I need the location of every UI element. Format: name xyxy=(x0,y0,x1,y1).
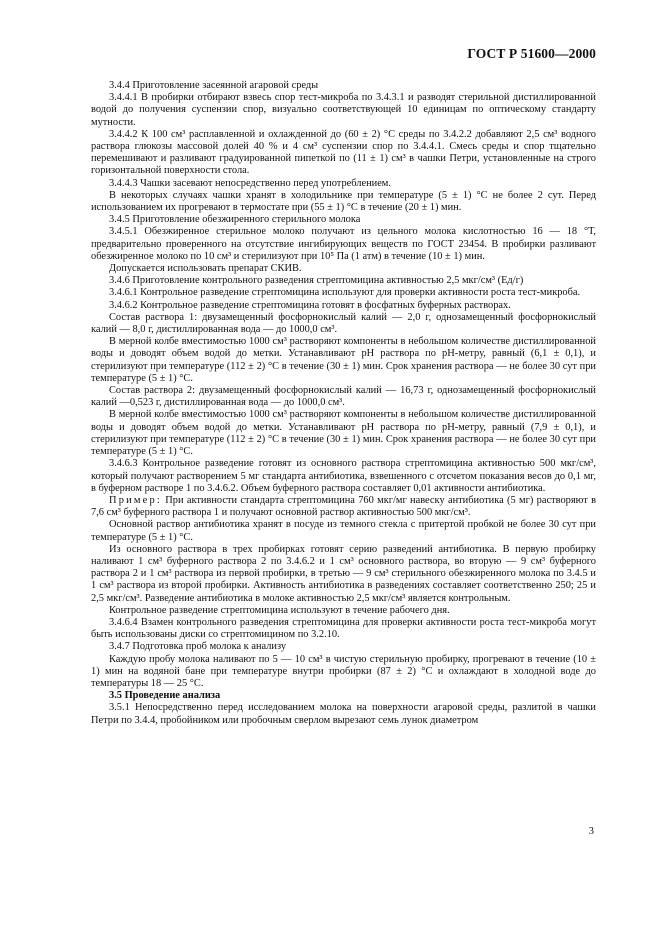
paragraph: Состав раствора 1: двузамещенный фосфорнокислый калий — 2,0 г, однозамещенный фосфорнокислый калий — 8,0 г, дистиллированная вода — до 1000,0 см³. xyxy=(91,311,596,336)
paragraph: 3.4.5 Приготовление обезжиренного стерильного молока xyxy=(109,214,361,226)
paragraph: Состав раствора 2: двузамещенный фосфорнокислый калий — 16,73 г, однозамещенный фосфорнокислый калий —0,523 г, дистиллированная вода — до 1000,0 см³. xyxy=(91,385,596,409)
paragraph: 3.4.6 Приготовление контрольного разведения стрептомицина активностью 2,5 мкг/см³ (Ед/г) xyxy=(109,275,524,287)
paragraph: В мерной колбе вместимостью 1000 см³ растворяют компоненты в небольшом количестве дистиллированной воды и доводят объем водой до метки. Устанавливают рН раствора по рН-метру, равный (7,9 ± 0,1), и стерилизуют при температуре (112 ± 2) °С в течение (30 ± 1) мин. Срок хранения раствора — не более 30 сут при температуре (5 ± 1) °С. xyxy=(91,409,596,458)
paragraph: 3.4.7 Подготовка проб молока к анализу xyxy=(109,641,287,653)
document-body xyxy=(91,80,596,727)
example-label: Пример: xyxy=(109,494,162,506)
paragraph: 3.4.4 Приготовление засеянной агаровой среды xyxy=(109,80,319,91)
paragraph: 3.4.6.1 Контрольное разведение стрептомицина используют для проверки активности роста тест-микроба. xyxy=(109,287,581,299)
paragraph: Контрольное разведение стрептомицина используют в течение рабочего дня. xyxy=(109,604,450,616)
page-number: 3 xyxy=(588,826,594,837)
paragraph: 3.4.6.4 Взамен контрольного разведения стрептомицина для проверки активности роста тест-микроба могут быть использованы диски со стрептомицином по 3.2.10. xyxy=(91,616,596,641)
paragraph: Из основного раствора в трех пробирках готовят серию разведений антибиотика. В первую пробирку наливают 1 см³ буферного раствора 2 по 3.4.6.2 и 1 см³ основного раствора, во вторую — 9 см³ буферного раствора 2 и 1 см³ раствора из первой пробирки, в третью — 9 см³ стерильного обезжиренного молока по 3.4.5 и 1 см³ раствора из второй пробирки. Активность антибиотика в разведениях составляет соответственно 250; 25 и 2,5 мкг/см³. Разведение антибиотика в молоке активностью 2,5 мкг/см³ является контрольным. xyxy=(91,543,596,604)
paragraph: 3.4.4.1 В пробирки отбирают взвесь спор тест-микроба по 3.4.3.1 и разводят стерильной дистиллированной водой до получения суспензии спор, визуально соответствующей 10 единицам по оптическому стандарту мутности. xyxy=(91,92,596,128)
paragraph: Допускается использовать препарат СКИВ. xyxy=(109,263,302,275)
paragraph xyxy=(91,495,596,519)
paragraph: 3.4.4.3 Чашки засевают непосредственно перед употреблением. xyxy=(109,177,391,189)
paragraph-text: При активности стандарта стрептомицина 760 мкг/мг навеску антибиотика (5 мг) растворяют в 7,6 см³ буферного раствора 1 и получают основной раствор активностью 500 мкг/см³. xyxy=(91,494,596,519)
paragraph: В мерной колбе вместимостью 1000 см³ растворяют компоненты в небольшом количестве дистиллированной воды и доводят объем водой до метки. Устанавливают рН раствора по рН-метру, равный (6,1 ± 0,1), и стерилизуют при температуре (112 ± 2) °С в течение (30 ± 1) мин. Срок хранения раствора — не более 30 сут при температуре (5 ± 1) °С. xyxy=(91,336,596,384)
paragraph: В некоторых случаях чашки хранят в холодильнике при температуре (5 ± 1) °С не более 2 сут. Перед использованием их прогревают в термостате при (55 ± 1) °С в течение (20 ± 1) мин. xyxy=(91,189,596,214)
paragraph: 3.4.6.3 Контрольное разведение готовят из основного раствора стрептомицина активностью 500 мкг/см³, который получают растворением 5 мг стандарта антибиотика, взвешенного с отсчетом показания весов до 0,1 мг, в буферном растворе 1 по 3.4.6.2. Объем буферного раствора составляет 0,01 активности антибиотика. xyxy=(91,458,596,494)
paragraph: Каждую пробу молока наливают по 5 — 10 см³ в чистую стерильную пробирку, прогревают в течение (10 ± 1) мин на водяной бане при температуре внутри пробирки (87 ± 2) °С и охлаждают в холодной воде до температуры 18 — 25 °С. xyxy=(91,653,596,689)
paragraph: Основной раствор антибиотика хранят в посуде из темного стекла с притертой пробкой не более 30 сут при температуре (5 ± 1) °С. xyxy=(91,519,596,543)
paragraph: 3.4.4.2 К 100 см³ расплавленной и охлажденной до (60 ± 2) °С среды по 3.4.2.2 добавляют 2,5 см³ водного раствора глюкозы массовой долей 40 % и 4 см³ суспензии спор по 3.4.4.1. Смесь среды и спор тщательно перемешивают и разливают градуированной пипеткой по (11 ± 1) см³ в чашки Петри, установленные на строго горизонтальной поверхности стола. xyxy=(91,128,596,177)
paragraph: 3.4.6.2 Контрольное разведение стрептомицина готовят в фосфатных буферных растворах. xyxy=(109,299,511,311)
document-header: ГОСТ Р 51600—2000 xyxy=(467,46,596,61)
section-heading: 3.5 Проведение анализа xyxy=(109,690,221,702)
paragraph: 3.4.5.1 Обезжиренное стерильное молоко получают из цельного молока кислотностью 16 — 18 °Т, предварительно проверенного на отсутствие ингибирующих веществ по ГОСТ 23454. В пробирки разливают обезжиренное молоко по 10 см³ и стерилизуют при 10⁵ Па (1 атм) в течение (10 ± 1) мин. xyxy=(91,226,596,262)
paragraph: 3.5.1 Непосредственно перед исследованием молока на поверхности агаровой среды, разлитой в чашки Петри по 3.4.4, пробойником или пробочным сверлом вырезают семь лунок диаметром xyxy=(91,702,596,726)
